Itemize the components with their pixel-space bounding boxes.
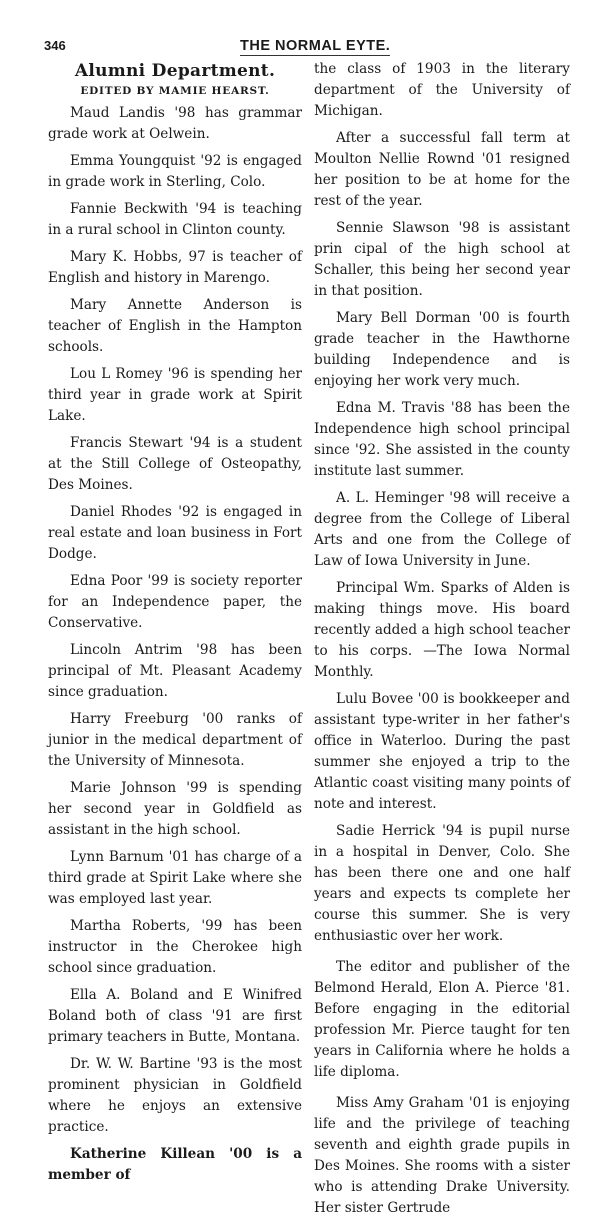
alumni-note: Katherine Killean '00 is a member of [48,1146,302,1183]
alumni-note: Emma Youngquist '92 is engaged in grade work in Sterling, Colo. [48,153,302,190]
alumni-note: Principal Wm. Sparks of Alden is making things move. His board recently added a high school teacher to his corps. —The Iowa Normal Monthly. [314,580,570,680]
page-number: 346 [44,38,66,53]
alumni-note-continued: the class of 1903 in the literary department of the University of Michigan. [314,61,570,119]
department-editor: EDITED BY MAMIE HEARST. [80,85,270,97]
alumni-note: After a successful fall term at Moulton Nellie Rownd '01 resigned her position to be at home for the rest of the year. [314,130,570,209]
alumni-note: Maud Landis '98 has grammar grade work at Oelwein. [48,105,302,142]
alumni-note: Sennie Slawson '98 is assistant prin cipal of the high school at Schaller, this being her second year in that position. [314,220,570,299]
alumni-note: Martha Roberts, '99 has been instructor in the Cherokee high school since graduation. [48,918,302,976]
alumni-note: Edna Poor '99 is society reporter for an Independence paper, the Conservative. [48,573,302,631]
alumni-note: Miss Amy Graham '01 is enjoying life and the privilege of teaching seventh and eighth grade pupils in Des Moines. She rooms with a sister who is attending Drake University. Her sister Gertrude [314,1095,570,1216]
department-title: Alumni Department. [74,61,276,81]
alumni-note: Harry Freeburg '00 ranks of junior in the medical department of the University of Minnesota. [48,711,302,769]
alumni-note: Fannie Beckwith '94 is teaching in a rural school in Clinton county. [48,201,302,238]
alumni-note: A. L. Heminger '98 will receive a degree from the College of Liberal Arts and one from the College of Law of Iowa University in June. [314,490,570,569]
alumni-note: Mary K. Hobbs, 97 is teacher of English and history in Marengo. [48,249,302,286]
alumni-note: Mary Bell Dorman '00 is fourth grade teacher in the Hawthorne building Independence and is enjoying her work very much. [314,310,570,389]
alumni-note: Marie Johnson '99 is spending her second year in Goldfield as assistant in the high school. [48,780,302,838]
alumni-note: Lincoln Antrim '98 has been principal of Mt. Pleasant Academy since graduation. [48,642,302,700]
alumni-note: Lulu Bovee '00 is bookkeeper and assistant type-writer in her father's office in Waterloo. During the past summer she enjoyed a trip to the Atlantic coast visiting many points of note and interest. [314,691,570,812]
running-title: THE NORMAL EYTE. [240,38,391,54]
alumni-note: Mary Annette Anderson is teacher of English in the Hampton schools. [48,297,302,355]
alumni-note: Ella A. Boland and E Winifred Boland both of class '91 are first primary teachers in Butte, Montana. [48,987,302,1045]
left-column [48,59,302,1192]
alumni-note: Francis Stewart '94 is a student at the Still College of Osteopathy, Des Moines. [48,435,302,493]
alumni-note: Sadie Herrick '94 is pupil nurse in a hospital in Denver, Colo. She has been there one and one half years and expects ts complete her course this summer. She is very enthusiastic over her work. [314,823,570,944]
alumni-note: Daniel Rhodes '92 is engaged in real estate and loan business in Fort Dodge. [48,504,302,562]
alumni-note: Dr. W. W. Bartine '93 is the most prominent physician in Goldfield where he enjoys an extensive practice. [48,1056,302,1135]
alumni-note: The editor and publisher of the Belmond Herald, Elon A. Pierce '81. Before engaging in the editorial profession Mr. Pierce taught for ten years in California where he holds a life diploma. [314,959,570,1080]
alumni-note: Edna M. Travis '88 has been the Independence high school principal since '92. She assisted in the county institute last summer. [314,400,570,479]
right-column [314,59,570,1225]
page-header [32,38,572,58]
alumni-note: Lou L Romey '96 is spending her third year in grade work at Spirit Lake. [48,366,302,424]
alumni-note: Lynn Barnum '01 has charge of a third grade at Spirit Lake where she was employed last year. [48,849,302,907]
